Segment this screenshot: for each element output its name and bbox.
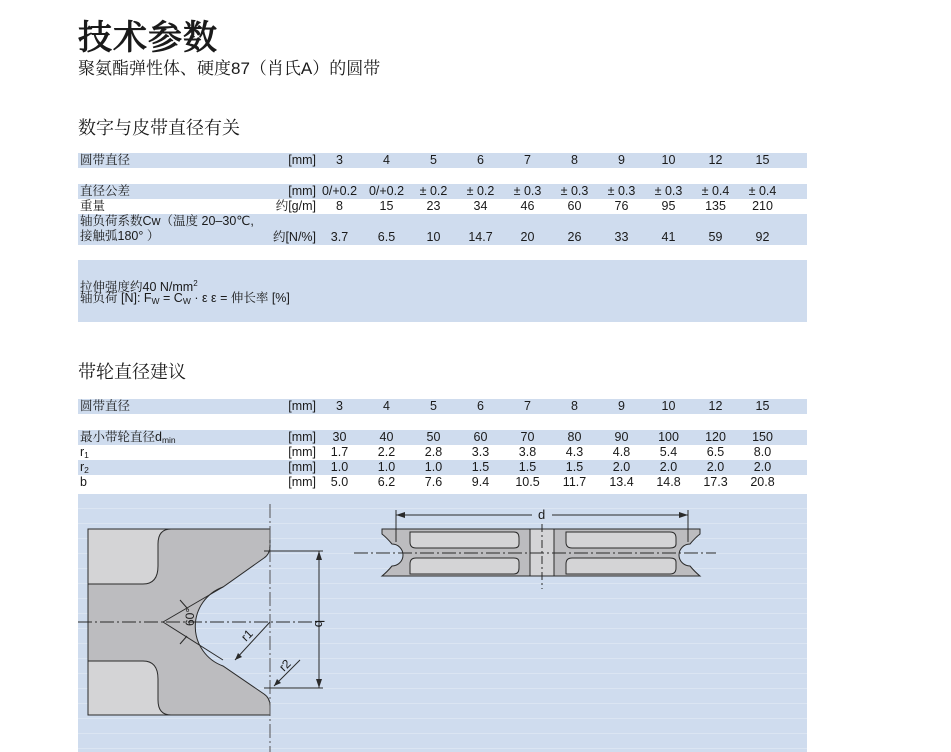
cell: 20.8: [750, 475, 775, 489]
row-unit: [mm]: [288, 445, 316, 459]
row-label: $r_2$: [80, 460, 89, 475]
cell: 100: [658, 430, 679, 444]
row-spacer: [78, 414, 807, 430]
groove-detail-diagram: [78, 494, 338, 752]
cell: 60: [473, 430, 488, 444]
angle-label: 60°: [183, 607, 197, 626]
cell: 11.7: [562, 475, 587, 489]
cell: 8.0: [753, 445, 772, 459]
cell: 4: [383, 153, 390, 167]
cell: 34: [473, 199, 488, 213]
cell: 20: [520, 230, 535, 244]
table-row: [78, 214, 807, 245]
cell: 3.8: [518, 445, 537, 459]
cell: 10: [661, 153, 676, 167]
row-label: 直径公差: [80, 184, 131, 198]
table-row: [78, 460, 807, 475]
row-label: 重量: [80, 199, 106, 213]
cell: ± 0.3: [654, 184, 683, 198]
table-row: [78, 199, 807, 214]
cell: 2.0: [753, 460, 772, 474]
row-unit: [mm]: [288, 153, 316, 167]
diagram-panel: [78, 494, 807, 752]
row-label: $r_1$: [80, 445, 89, 460]
pulley-specs-table: [78, 399, 807, 490]
page-title: 技术参数: [78, 19, 218, 57]
row-spacer: [78, 168, 807, 184]
cell: 2.0: [659, 460, 678, 474]
cell: 50: [426, 430, 441, 444]
row-unit: [mm]: [288, 184, 316, 198]
cell: 4: [383, 399, 390, 413]
cell: 9: [618, 153, 625, 167]
cell: 14.8: [656, 475, 681, 489]
cell: 1.0: [424, 460, 443, 474]
row-label: 最小带轮直径$d_{min}$: [80, 430, 176, 445]
cell: 9: [618, 399, 625, 413]
row-label: b: [80, 475, 87, 489]
cell: ± 0.3: [607, 184, 636, 198]
cell: 1.0: [377, 460, 396, 474]
cell: 92: [755, 230, 770, 244]
cell: 6: [477, 399, 484, 413]
row-label: 圆带直径: [80, 153, 131, 167]
cell: 90: [614, 430, 629, 444]
row-unit: 约[N/%]: [272, 230, 316, 244]
cell: ± 0.3: [513, 184, 542, 198]
table-row: [78, 153, 807, 168]
cell: 4.8: [612, 445, 631, 459]
cell: 23: [426, 199, 441, 213]
cell: 210: [752, 199, 773, 213]
cell: 14.7: [468, 230, 493, 244]
cell: 70: [520, 430, 535, 444]
cell: 1.5: [518, 460, 537, 474]
cell: 1.0: [330, 460, 349, 474]
row-unit: [mm]: [288, 430, 316, 444]
cell: 10: [426, 230, 441, 244]
cell: ± 0.4: [701, 184, 730, 198]
cell: ± 0.4: [748, 184, 777, 198]
cell: 6.5: [706, 445, 725, 459]
cell: 30: [332, 430, 347, 444]
row-unit: [mm]: [288, 399, 316, 413]
cell: 80: [567, 430, 582, 444]
cell: 76: [614, 199, 629, 213]
row-label: [78, 214, 268, 245]
cell: 6.5: [377, 230, 396, 244]
cell: 12: [708, 399, 723, 413]
r1-label: r1: [238, 626, 256, 645]
row-label: 圆带直径: [80, 399, 131, 413]
cell: 17.3: [703, 475, 728, 489]
section-title-belt-diameter: 数字与皮带直径有关: [78, 118, 240, 138]
cell: 15: [379, 199, 394, 213]
cell: 6: [477, 153, 484, 167]
cell: 135: [705, 199, 726, 213]
row-unit: 约[g/m]: [275, 199, 316, 213]
cell: 46: [520, 199, 535, 213]
cell: 5: [430, 153, 437, 167]
cell: 33: [614, 230, 629, 244]
formula-note: [78, 260, 807, 322]
axial-load-formula: 轴负荷 [N]: $F_W = C_W \cdot \varepsilon$ ε = 伸长率 [%]: [80, 291, 290, 306]
row-unit: [mm]: [288, 475, 316, 489]
d-dimension-label: d: [538, 507, 546, 522]
cell: 8: [336, 199, 343, 213]
cell: 3: [336, 399, 343, 413]
cell: 3.7: [330, 230, 349, 244]
cell: 7: [524, 399, 531, 413]
pulley-section-diagram: [350, 494, 730, 594]
table-row: [78, 430, 807, 445]
cell: 26: [567, 230, 582, 244]
table-row: [78, 184, 807, 199]
tensile-strength-note: 拉伸强度约40 $N/mm^2$: [80, 279, 198, 294]
section-title-pulley-diameter: 带轮直径建议: [78, 362, 186, 382]
cell: 40: [379, 430, 394, 444]
cell: 5.4: [659, 445, 678, 459]
cell: 1.7: [330, 445, 349, 459]
cell: 0/+0.2: [321, 184, 358, 198]
cell: 2.0: [612, 460, 631, 474]
cell: 60: [567, 199, 582, 213]
cell: 150: [752, 430, 773, 444]
cell: 12: [708, 153, 723, 167]
cell: 120: [705, 430, 726, 444]
cell: 10.5: [515, 475, 540, 489]
table-row: [78, 445, 807, 460]
belt-specs-table: [78, 153, 807, 245]
cell: 2.0: [706, 460, 725, 474]
cell: ± 0.3: [560, 184, 589, 198]
cell: 59: [708, 230, 723, 244]
cell: 1.5: [565, 460, 584, 474]
table-row: [78, 399, 807, 414]
cell: 13.4: [609, 475, 634, 489]
cell: 2.8: [424, 445, 443, 459]
page-subtitle: 聚氨酯弹性体、硬度87（肖氏A）的圆带: [78, 59, 381, 78]
row-unit: [mm]: [288, 460, 316, 474]
row-label-line2: 接触弧180° ）: [80, 229, 160, 243]
cell: 8: [571, 153, 578, 167]
cell: 7.6: [424, 475, 443, 489]
cell: 15: [755, 153, 770, 167]
cell: 41: [661, 230, 676, 244]
table-row: [78, 475, 807, 490]
r2-label: r2: [276, 656, 294, 675]
cell: 9.4: [471, 475, 490, 489]
cell: 8: [571, 399, 578, 413]
cell: ± 0.2: [466, 184, 495, 198]
cell: 2.2: [377, 445, 396, 459]
cell: 7: [524, 153, 531, 167]
cell: 5.0: [330, 475, 349, 489]
cell: 6.2: [377, 475, 396, 489]
cell: 10: [661, 399, 676, 413]
cell: 3: [336, 153, 343, 167]
row-label-line1: 轴负荷系数Cw（温度 20–30℃,: [80, 214, 254, 228]
cell: ± 0.2: [419, 184, 448, 198]
cell: 5: [430, 399, 437, 413]
cell: 3.3: [471, 445, 490, 459]
cell: 0/+0.2: [368, 184, 405, 198]
cell: 1.5: [471, 460, 490, 474]
b-dimension-label: b: [312, 620, 327, 628]
cell: 4.3: [565, 445, 584, 459]
cell: 95: [661, 199, 676, 213]
cell: 15: [755, 399, 770, 413]
